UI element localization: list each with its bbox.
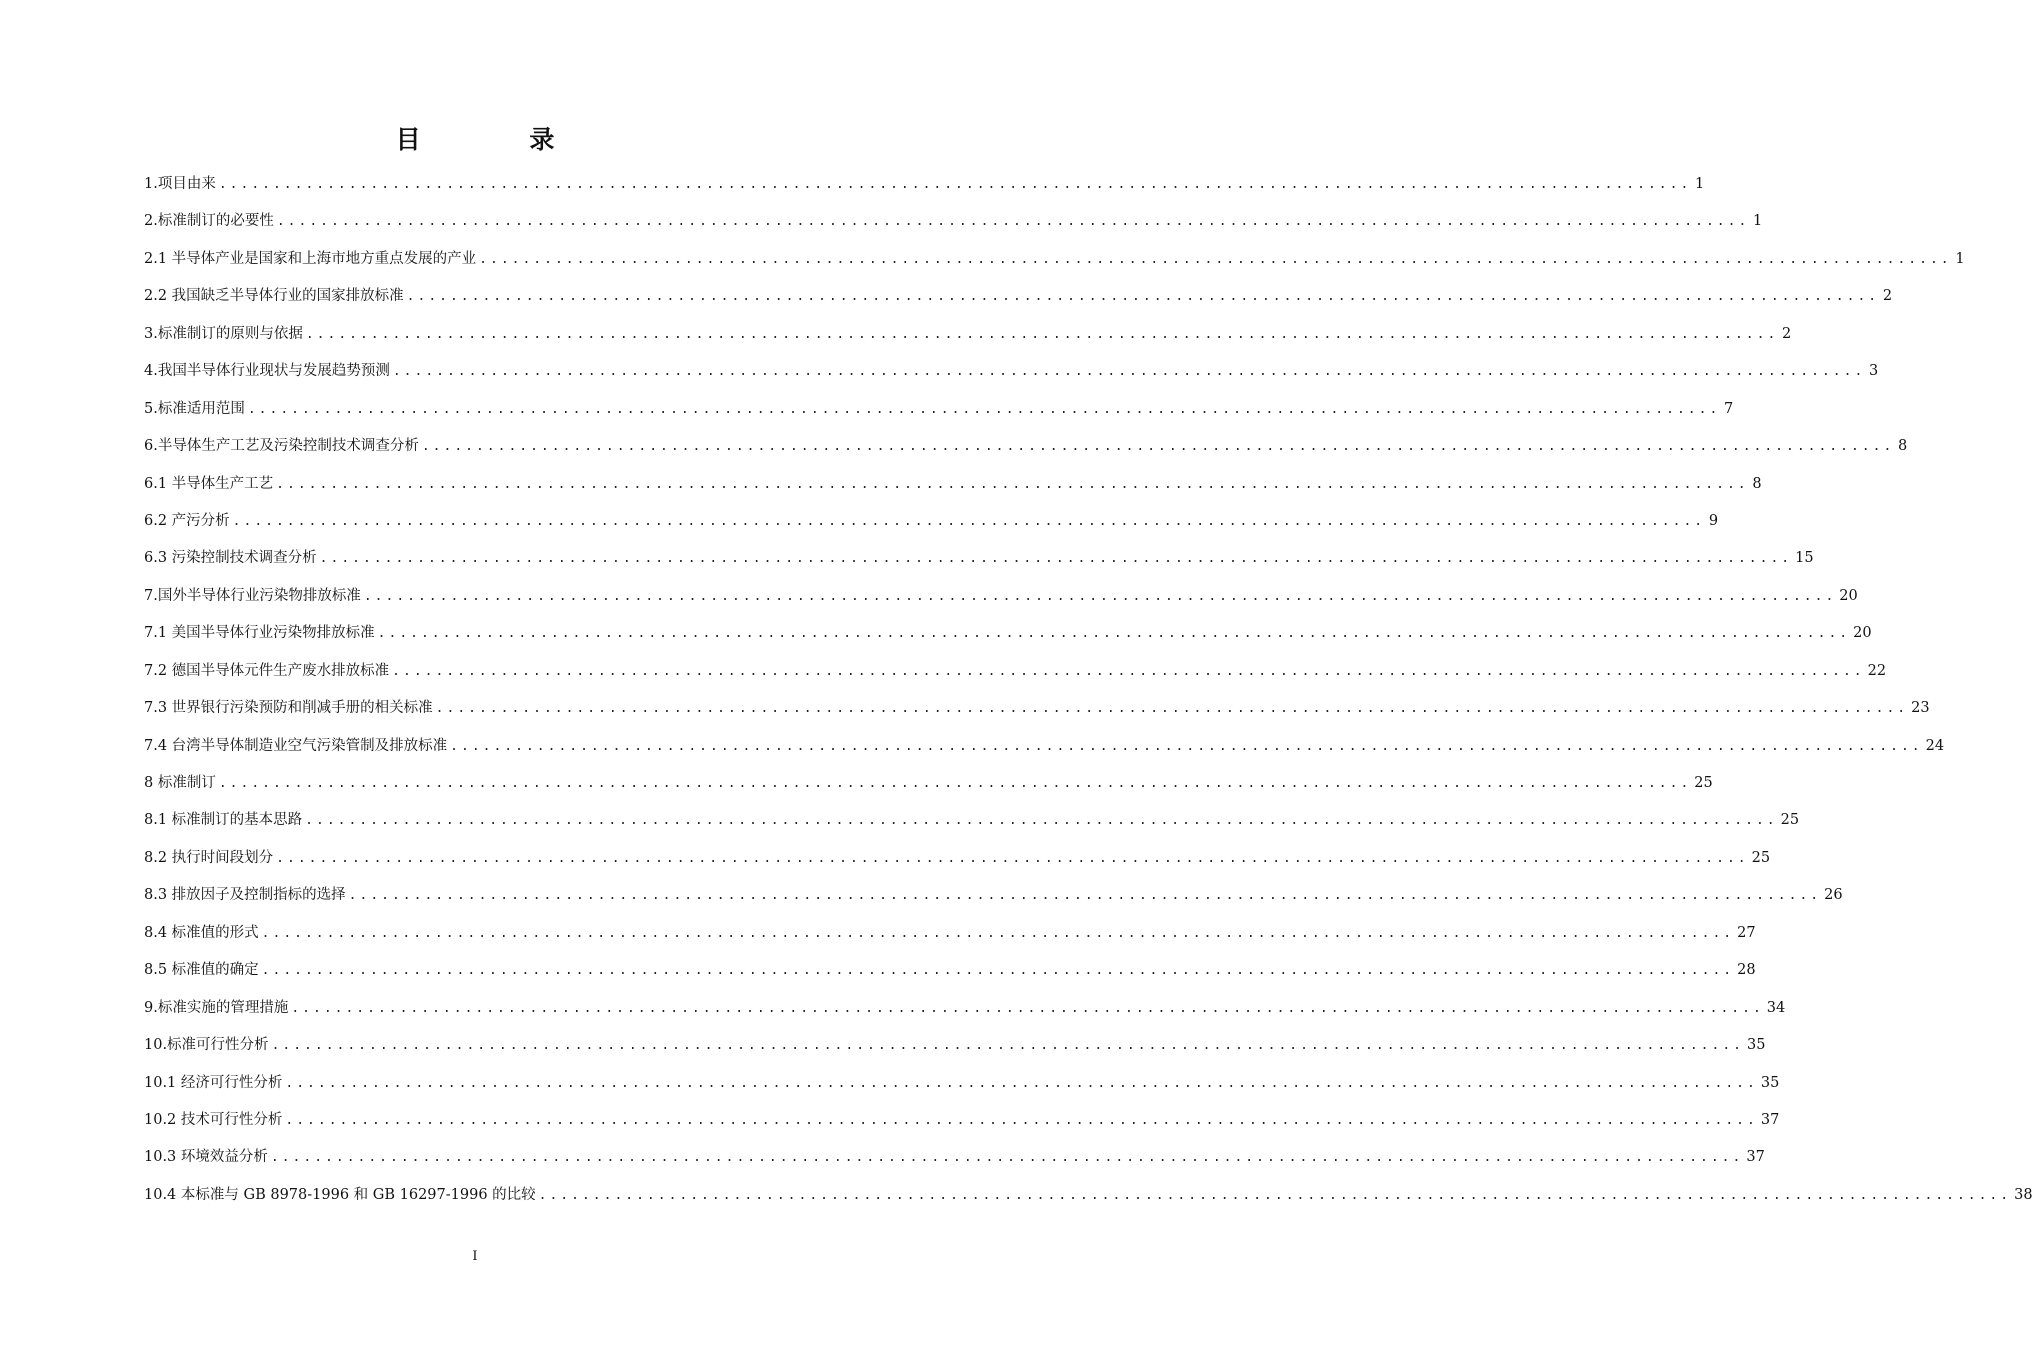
toc-entry[interactable] <box>144 877 1843 914</box>
toc-entry[interactable] <box>144 578 1858 615</box>
toc-entry-page: 20 <box>1853 625 1872 642</box>
toc-entry-label: 6.1 半导体生产工艺 <box>144 475 274 492</box>
toc-entry[interactable] <box>144 690 1930 727</box>
toc-entry-label: 10.3 环境效益分析 <box>144 1149 268 1166</box>
toc-dot-leader: ........................................................................................................................................ <box>377 626 1851 642</box>
toc-entry-label: 8 标准制订 <box>144 775 216 791</box>
toc-entry-label: 1.项目由来 <box>144 176 216 192</box>
toc-entry-label: 7.2 德国半导体元件生产废水排放标准 <box>144 662 390 679</box>
toc-entry[interactable] <box>144 353 1879 390</box>
toc-entry-page: 2 <box>1882 288 1893 305</box>
toc-entry[interactable] <box>144 503 1719 540</box>
toc-entry-label: 3.标准制订的原则与依据 <box>144 325 303 342</box>
toc-dot-leader: ........................................................................................................................................ <box>261 963 1735 979</box>
toc-dot-leader: ........................................................................................................................................ <box>305 813 1778 829</box>
toc-dot-leader: ........................................................................................................................................ <box>479 251 1952 267</box>
toc-dot-leader: ........................................................................................................................................ <box>285 1112 1758 1128</box>
toc-entry[interactable] <box>144 1139 1765 1176</box>
toc-dot-leader: ........................................................................................................................................ <box>450 738 1923 754</box>
toc-entry[interactable] <box>144 840 1771 877</box>
toc-entry-label: 2.2 我国缺乏半导体行业的国家排放标准 <box>144 288 404 305</box>
toc-entry-page: 38 <box>2014 1186 2033 1203</box>
toc-entry[interactable] <box>144 765 1713 802</box>
toc-dot-leader: ........................................................................................................................................ <box>392 364 1866 380</box>
toc-entry-page: 2 <box>1782 325 1792 342</box>
toc-entry-label: 7.国外半导体行业污染物排放标准 <box>144 587 361 604</box>
toc-entry[interactable] <box>144 1177 2033 1214</box>
toc-entry-label: 10.标准可行性分析 <box>144 1037 269 1054</box>
toc-dot-leader: ........................................................................................................................................ <box>232 513 1706 529</box>
toc-dot-leader: ........................................................................................................................................ <box>291 1000 1764 1016</box>
toc-entry-label: 10.2 技术可行性分析 <box>144 1111 283 1128</box>
toc-entry[interactable] <box>144 990 1786 1027</box>
toc-entry[interactable] <box>144 802 1800 839</box>
toc-entry[interactable] <box>144 316 1792 353</box>
toc-entry[interactable] <box>144 1102 1780 1139</box>
toc-entry[interactable] <box>144 728 1945 765</box>
toc-entry-page: 25 <box>1694 775 1713 791</box>
toc-entry-label: 7.1 美国半导体行业污染物排放标准 <box>144 625 375 642</box>
toc-dot-leader: ........................................................................................................................................ <box>348 888 1822 904</box>
toc-dot-leader: ........................................................................................................................................ <box>406 289 1880 305</box>
toc-entry-page: 24 <box>1925 737 1945 754</box>
toc-entry[interactable] <box>144 653 1887 690</box>
toc-entry-page: 1 <box>1695 176 1705 192</box>
toc-entry-label: 8.3 排放因子及控制指标的选择 <box>144 887 346 904</box>
toc-entry-page: 26 <box>1824 887 1843 904</box>
toc-entry-label: 8.4 标准值的形式 <box>144 924 259 941</box>
toc-dot-leader: ........................................................................................................................................ <box>276 850 1749 866</box>
toc-dot-leader: ........................................................................................................................................ <box>270 1150 1744 1166</box>
toc-entry-page: 37 <box>1746 1149 1765 1166</box>
toc-entry-page: 34 <box>1766 999 1786 1016</box>
toc-entry-label: 10.1 经济可行性分析 <box>144 1074 283 1091</box>
toc-dot-leader: ........................................................................................................................................ <box>276 214 1750 230</box>
toc-entry-page: 1 <box>1753 213 1763 230</box>
toc-dot-leader: ........................................................................................................................................ <box>276 476 1749 492</box>
toc-entry-label: 7.4 台湾半导体制造业空气污染管制及排放标准 <box>144 737 448 754</box>
toc-entry-page: 20 <box>1839 587 1858 604</box>
toc-entry-page: 8 <box>1752 475 1762 492</box>
toc-entry-page: 3 <box>1869 363 1879 380</box>
toc-entry-page: 22 <box>1867 662 1887 679</box>
toc-entry[interactable] <box>144 915 1756 952</box>
toc-dot-leader: ........................................................................................................................................ <box>435 701 1909 717</box>
toc-dot-leader: ........................................................................................................................................ <box>538 1187 2012 1203</box>
toc-dot-leader: ........................................................................................................................................ <box>392 663 1865 679</box>
toc-entry-label: 2.标准制订的必要性 <box>144 213 274 230</box>
toc-entry-label: 9.标准实施的管理措施 <box>144 999 289 1016</box>
toc-dot-leader: ........................................................................................................................................ <box>247 401 1721 417</box>
page-number: I <box>472 1249 478 1264</box>
toc-dot-leader: ........................................................................................................................................ <box>319 551 1793 567</box>
toc-entry[interactable] <box>144 203 1763 240</box>
toc-entry[interactable] <box>144 1065 1780 1102</box>
toc-entry[interactable] <box>144 166 1705 203</box>
toc-entry-label: 4.我国半导体行业现状与发展趋势预测 <box>144 363 390 380</box>
toc-entry-label: 2.1 半导体产业是国家和上海市地方重点发展的产业 <box>144 250 477 267</box>
toc-entry-page: 28 <box>1737 962 1756 979</box>
toc-entry[interactable] <box>144 1027 1766 1064</box>
toc-entry-page: 23 <box>1911 700 1930 717</box>
toc-entry-label: 5.标准适用范围 <box>144 400 245 417</box>
toc-entry-page: 27 <box>1737 924 1756 941</box>
toc-dot-leader: ........................................................................................................................................ <box>421 439 1895 455</box>
toc-entry-label: 7.3 世界银行污染预防和削减手册的相关标准 <box>144 700 433 717</box>
toc-entry[interactable] <box>144 241 1965 278</box>
toc-entry-page: 7 <box>1724 400 1734 417</box>
toc-entry[interactable] <box>144 540 1814 577</box>
toc-dot-leader: ........................................................................................................................................ <box>218 177 1692 192</box>
toc-entry-page: 8 <box>1898 438 1908 455</box>
toc-entry-page: 9 <box>1708 512 1719 529</box>
toc-entry-page: 15 <box>1795 550 1814 567</box>
toc-entry-label: 6.2 产污分析 <box>144 512 230 529</box>
toc-entry-page: 35 <box>1760 1074 1780 1091</box>
toc-title: 目 录 <box>395 125 605 154</box>
toc-dot-leader: ........................................................................................................................................ <box>271 1038 1744 1054</box>
toc-entry[interactable] <box>144 615 1872 652</box>
toc-entry[interactable] <box>144 428 1908 465</box>
toc-entry[interactable] <box>144 278 1893 315</box>
toc-entry-label: 8.5 标准值的确定 <box>144 962 259 979</box>
toc-entry-page: 25 <box>1780 812 1800 829</box>
toc-entry-label: 8.1 标准制订的基本思路 <box>144 812 303 829</box>
toc-dot-leader: ........................................................................................................................................ <box>305 326 1779 342</box>
table-of-contents <box>144 166 2033 1214</box>
toc-entry[interactable] <box>144 466 1762 503</box>
toc-entry[interactable] <box>144 391 1734 428</box>
toc-dot-leader: ........................................................................................................................................ <box>363 588 1837 604</box>
toc-dot-leader: ........................................................................................................................................ <box>285 1075 1758 1091</box>
toc-dot-leader: ........................................................................................................................................ <box>218 776 1692 791</box>
toc-entry-page: 1 <box>1955 250 1965 267</box>
toc-entry[interactable] <box>144 952 1756 989</box>
toc-entry-label: 6.半导体生产工艺及污染控制技术调查分析 <box>144 438 419 455</box>
toc-entry-page: 37 <box>1760 1111 1780 1128</box>
toc-entry-label: 8.2 执行时间段划分 <box>144 849 274 866</box>
toc-entry-label: 6.3 污染控制技术调查分析 <box>144 550 317 567</box>
toc-entry-label: 10.4 本标准与 GB 8978-1996 和 GB 16297-1996 的比较 <box>144 1186 536 1203</box>
toc-entry-page: 25 <box>1751 849 1771 866</box>
toc-dot-leader: ........................................................................................................................................ <box>261 925 1735 941</box>
toc-entry-page: 35 <box>1747 1037 1766 1054</box>
